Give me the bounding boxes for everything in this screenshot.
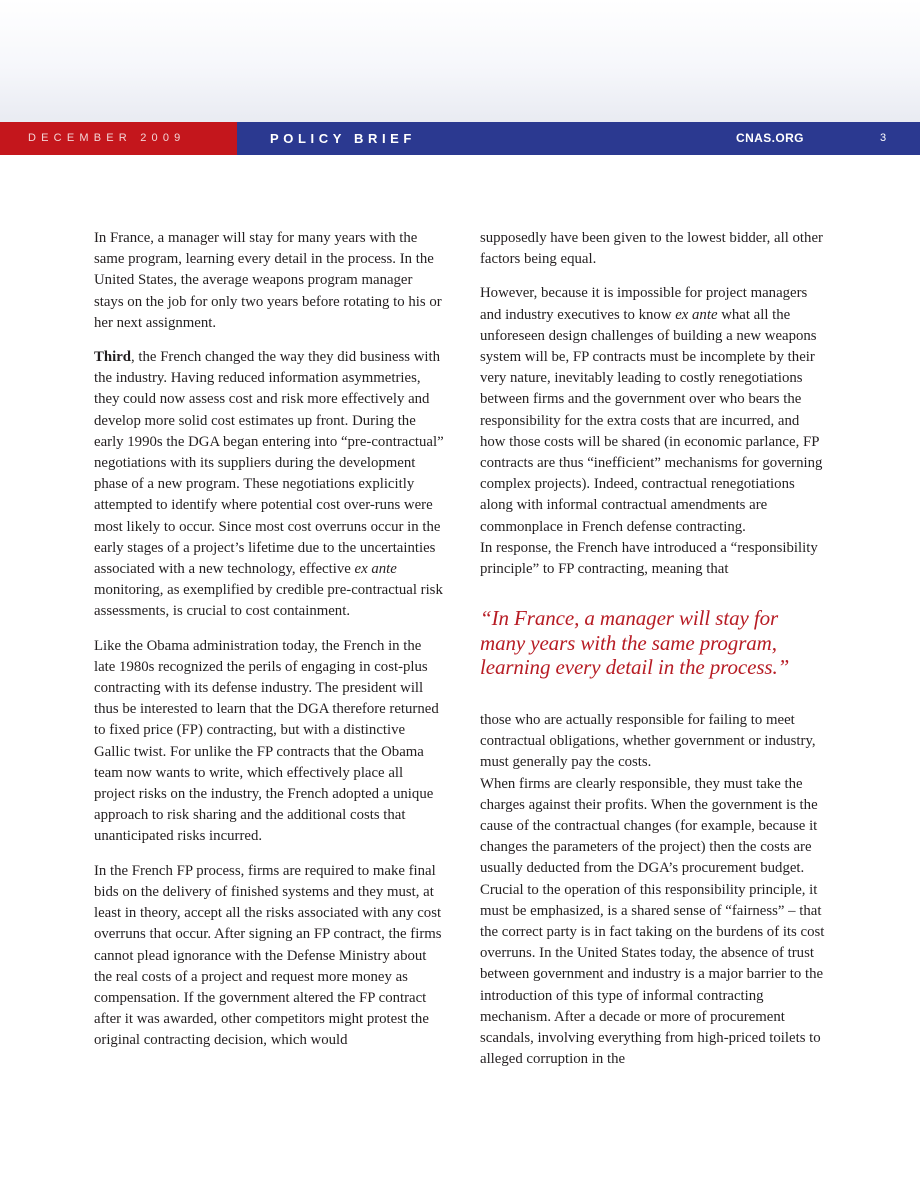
- paragraph: [480, 283, 826, 537]
- paragraph-italic: ex ante: [675, 306, 718, 323]
- header-date: DECEMBER 2009: [28, 132, 186, 144]
- paragraph: In France, a manager will stay for many years with the same program, learning every detail in the process. In the United States, the average weapons program manager stays on the job for only two years before rotating to his or her next assignment.: [94, 230, 442, 331]
- paragraph: [94, 347, 444, 623]
- paragraph-text: However, because it is impossible for project managers and industry executives to know: [480, 285, 808, 323]
- paragraph-lead-bold: Third: [94, 349, 132, 366]
- left-column: [94, 228, 444, 1052]
- paragraph: When firms are clearly responsible, they must take the charges against their profits. When the government is the cause of the contractual changes (for example, because it changes the parameters of the project) then the costs are usually deducted from the DGA’s procurement budget. Crucial to the operation of this responsibility principle, it must be emphasized, is a shared sense of “fairness” – that the correct party is in fact taking on the burdens of its cost overruns. In the United States today, the absence of trust between government and industry is a major barrier to the introduction of this type of informal contracting mechanism. After a decade or more of procurement scandals, involving everything from high-priced toilets to alleged corruption in the: [480, 775, 825, 1068]
- page-number: 3: [880, 132, 887, 144]
- paragraph: supposedly have been given to the lowest bidder, all other factors being equal.: [480, 230, 823, 268]
- paragraph: those who are actually responsible for failing to meet contractual obligations, whether government or industry, must generally pay the costs.: [480, 712, 816, 771]
- pull-quote: “In France, a manager will stay for many years with the same program, learning every detail in the process.”: [480, 606, 790, 680]
- right-column: [480, 228, 826, 1070]
- paragraph-italic: ex ante: [354, 561, 397, 578]
- paragraph: In the French FP process, firms are required to make final bids on the delivery of finished systems and they must, at least in theory, accept all the risks associated with any cost overruns that occur. After signing an FP contract, the firms cannot plead ignorance with the Defense Ministry about the real costs of a project and request more money as compensation. If the government altered the FP contract after it was awarded, other competitors might protest the original contracting decision, which would: [94, 862, 442, 1049]
- paragraph: In response, the French have introduced a “responsibility principle” to FP contracting, meaning that: [480, 539, 818, 578]
- paragraph: Like the Obama administration today, the French in the late 1980s recognized the perils of engaging in cost-plus contracting with its defense industry. The president will thus be interested to learn that the DGA therefore returned to fixed price (FP) contracting, but with a distinctive Gallic twist. For unlike the FP contracts that the Obama team now wants to write, which effectively place all project risks on the industry, the French adopted a unique approach to risk sharing and the additional costs that unanticipated risks incurred.: [94, 637, 439, 845]
- paragraph-text: monitoring, as exemplified by credible pre-contractual risk assessments, is crucial to cost containment.: [94, 582, 443, 620]
- paragraph-text: , the French changed the way they did business with the industry. Having reduced information asymmetries, they could now assess cost and risk more effectively and develop more solid cost estimates up front. During the early 1990s the DGA began entering into “pre-contractual” negotiations with its suppliers during the development phase of a new program. These negotiations explicitly attempted to identify where potential cost over-runs were most likely to occur. Since most cost overruns occur in the early stages of a project’s lifetime due to the uncertainties associated with a new technology, effective: [94, 349, 444, 578]
- page-top-gradient: [0, 0, 920, 122]
- header-band: [0, 122, 920, 155]
- paragraph-text: what all the unforeseen design challenges of building a new weapons system will be, FP contracts must be incomplete by their very nature, inevitably leading to costly renegotiations between firms and the government over who bears the responsibility for the extra costs that are incurred, and how those costs will be shared (in economic parlance, FP contracts are thus “inefficient” mechanisms for governing complex projects). Indeed, contractual renegotiations along with informal contractual amendments are commonplace in French defense contracting.: [480, 306, 823, 535]
- header-site-link[interactable]: CNAS.ORG: [736, 131, 804, 145]
- header-section-title: POLICY BRIEF: [270, 131, 416, 146]
